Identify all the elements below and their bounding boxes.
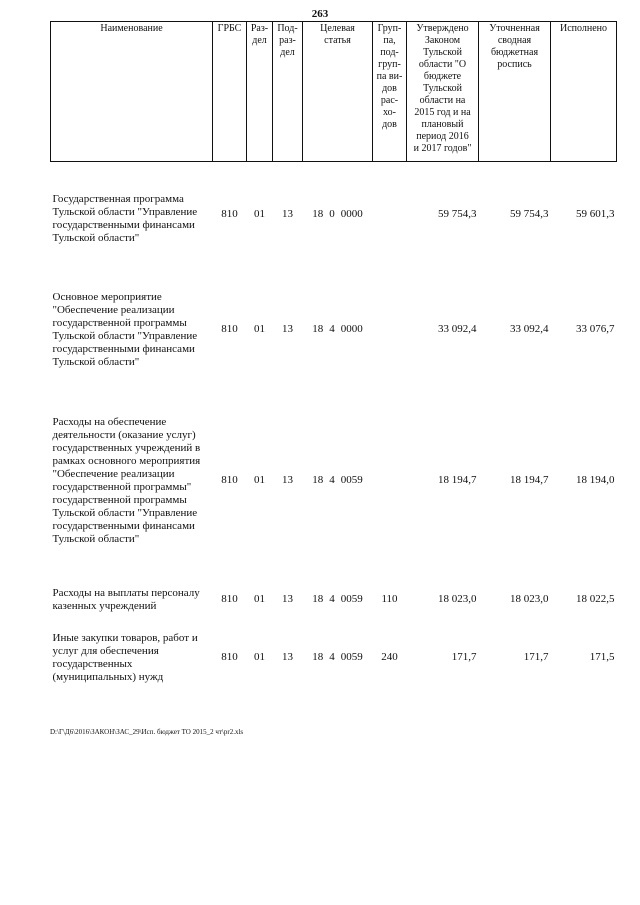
table-row xyxy=(51,570,617,630)
row-group xyxy=(373,392,407,570)
row-podrazdel: 13 xyxy=(282,474,293,486)
header-group: Груп- па, под- груп- па ви- дов рас- хо- дов xyxy=(373,22,407,162)
row-refined: 59 754,3 xyxy=(510,208,549,221)
table-row xyxy=(51,268,617,392)
row-approved: 18 023,0 xyxy=(438,593,477,605)
row-grbs: 810 xyxy=(221,323,238,335)
row-executed: 59 601,3 xyxy=(576,208,615,221)
row-executed: 171,5 xyxy=(589,651,615,663)
row-grbs: 810 xyxy=(221,651,238,663)
row-group xyxy=(373,268,407,392)
row-grbs: 810 xyxy=(221,593,238,605)
row-razdel: 01 xyxy=(254,323,265,335)
row-refined: 18 194,7 xyxy=(510,474,549,486)
row-executed: 33 076,7 xyxy=(576,323,615,335)
budget-table xyxy=(50,21,617,686)
row-approved: 59 754,3 xyxy=(438,208,477,221)
header-name: Наименование xyxy=(51,22,213,162)
row-name: Государственная программа Тульской области "Управление государственными финансами Тульской области" xyxy=(52,192,198,244)
row-executed: 18 194,0 xyxy=(576,474,615,486)
row-podrazdel: 13 xyxy=(282,593,293,605)
file-path-footer: D:\Г\Д6\2016\ЗАКОН\ЗАС_29\Исп. бюджет ТО 2015_2 чт\pr2.xls xyxy=(50,728,244,736)
row-podrazdel: 13 xyxy=(282,208,293,221)
row-podrazdel: 13 xyxy=(282,651,293,663)
row-group: 110 xyxy=(381,593,398,605)
header-executed: Исполнено xyxy=(551,22,617,162)
row-group xyxy=(373,162,407,268)
header-podrazdel: Под- раз- дел xyxy=(273,22,303,162)
row-refined: 33 092,4 xyxy=(510,323,549,335)
header-grbs: ГРБС xyxy=(213,22,247,162)
row-name: Расходы на обеспечение деятельности (оказание услуг) государственных учреждений в рамках основного мероприятия "Обеспечение реализации государственной программы" государственной программы Тульской области "Управление государственными финансами Тульской области" xyxy=(52,415,201,545)
row-name: Иные закупки товаров, работ и услуг для обеспечения государственных (муниципальных) нужд xyxy=(52,631,198,683)
row-target: 18 4 0059 xyxy=(312,593,363,605)
row-target: 18 4 0000 xyxy=(312,323,363,335)
table-row xyxy=(51,392,617,570)
header-razdel: Раз- дел xyxy=(247,22,273,162)
row-grbs: 810 xyxy=(221,208,238,221)
table-header-row xyxy=(51,22,617,162)
header-target: Целевая статья xyxy=(303,22,373,162)
row-target: 18 4 0059 xyxy=(312,651,363,663)
table-row xyxy=(51,630,617,686)
row-executed: 18 022,5 xyxy=(576,593,615,605)
header-approved: Утверждено Законом Тульской области "О бюджете Тульской области на 2015 год и на плановый период 2016 и 2017 годов" xyxy=(407,22,479,162)
row-approved: 171,7 xyxy=(451,651,477,663)
row-approved: 18 194,7 xyxy=(438,474,477,486)
row-razdel: 01 xyxy=(254,474,265,486)
row-name: Расходы на выплаты персоналу казенных учреждений xyxy=(52,586,200,612)
table-row xyxy=(51,162,617,268)
row-refined: 171,7 xyxy=(523,651,549,663)
row-name: Основное мероприятие "Обеспечение реализации государственной программы Тульской области "Управление государственными финансами Тульской области" xyxy=(52,290,198,368)
row-razdel: 01 xyxy=(254,651,265,663)
header-refined: Уточненная сводная бюджетная роспись xyxy=(479,22,551,162)
row-target: 18 0 0000 xyxy=(312,208,363,221)
row-razdel: 01 xyxy=(254,208,265,221)
row-podrazdel: 13 xyxy=(282,323,293,335)
row-refined: 18 023,0 xyxy=(510,593,549,605)
page-number: 263 xyxy=(311,8,329,20)
row-razdel: 01 xyxy=(254,593,265,605)
row-group: 240 xyxy=(381,651,398,663)
row-approved: 33 092,4 xyxy=(438,323,477,335)
row-target: 18 4 0059 xyxy=(312,474,363,486)
row-grbs: 810 xyxy=(221,474,238,486)
